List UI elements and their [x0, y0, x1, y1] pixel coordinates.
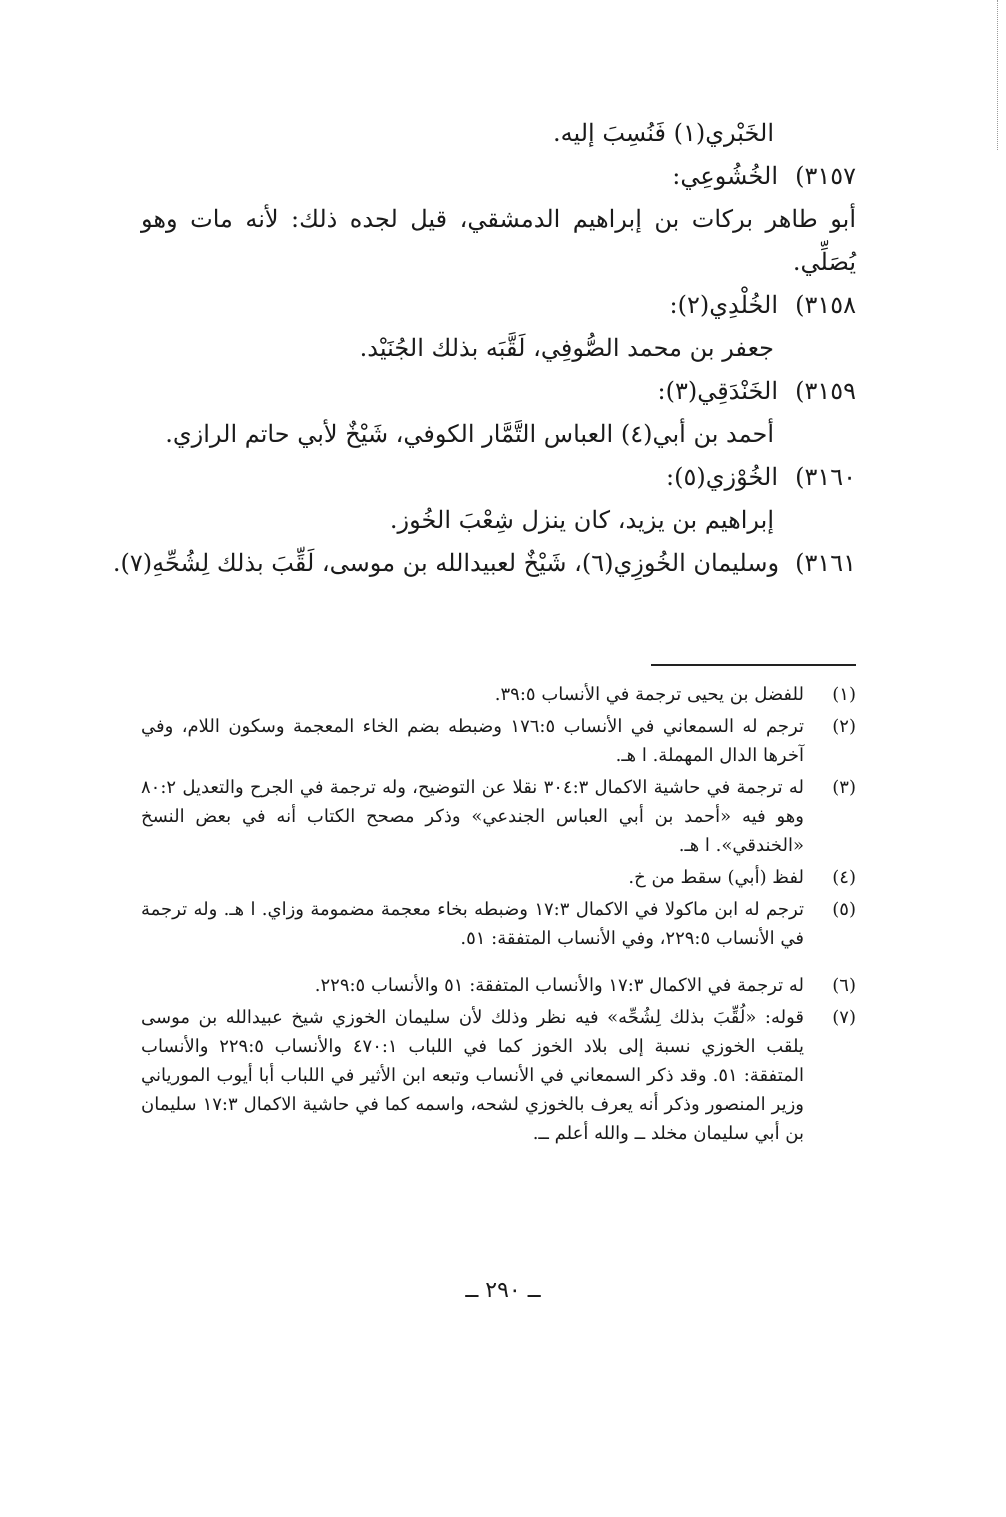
footnote-6 [141, 971, 856, 1000]
footnote-text: ترجم له السمعاني في الأنساب ١٧٦:٥ وضبطه بضم الخاء المعجمة وسكون اللام، وفي آخرها الدال المهملة. ا هـ. [141, 716, 804, 766]
entry-number: ٣١٥٧) [795, 162, 856, 190]
entry-3157-body: أبو طاهر بركات بن إبراهيم الدمشقي، قيل لجده ذلك: لأنه مات وهو يُصَلِّي. [141, 205, 856, 276]
footnotes [141, 680, 856, 1151]
entry-number: ٣١٥٨) [795, 291, 856, 319]
entry-number: ٣١٦١) [795, 549, 856, 577]
entry-title: الخُشُوعِي: [672, 162, 778, 190]
entry-3157-heading [141, 155, 856, 198]
footnote-2 [141, 712, 856, 770]
entry-3161 [112, 542, 856, 585]
scan-edge-mark [996, 0, 998, 150]
footnote-text: لفظ (أبي) سقط من خ. [628, 867, 804, 888]
entry-3160-heading [141, 456, 856, 499]
footnote-number: (٤) [832, 867, 856, 888]
footnote-4 [141, 863, 856, 892]
entry-3159-body: أحمد بن أبي(٤) العباس التَّمَّار الكوفي، شَيْخٌ لأبي حاتم الرازي. [165, 420, 774, 448]
footnote-text: له ترجمة في الاكمال ١٧:٣ والأنساب المتفقة: ٥١ والأنساب ٢٢٩:٥. [314, 975, 804, 996]
entry-text: وسليمان الخُوزِي(٦)، شَيْخٌ لعبيدالله بن موسى، لَقِّبَ بذلك لِشُحِّهِ(٧). [112, 549, 780, 577]
entry-3159-heading [141, 370, 856, 413]
entry-title: الخَنْدَقِي(٣): [657, 377, 778, 405]
footnote-1 [141, 680, 856, 709]
entry-3158-heading [141, 284, 856, 327]
entry-title: الخُوْزي(٥): [666, 463, 778, 491]
continuation-line: الخَبْري(١) فَنُسِبَ إليه. [552, 119, 774, 147]
footnote-text: ترجم له ابن ماكولا في الاكمال ١٧:٣ وضبطه بخاء معجمة مضمومة وزاي. ا هـ. وله ترجمة في الأنساب ٢٢٩:٥، وفي الأنساب المتفقة: ٥١. [141, 899, 804, 949]
entry-number: ٣١٦٠) [795, 463, 856, 491]
footnote-number: (٣) [832, 777, 856, 798]
footnote-number: (١) [832, 684, 856, 705]
footnote-separator [651, 664, 856, 666]
footnote-text: للفضل بن يحيى ترجمة في الأنساب ٣٩:٥. [494, 684, 804, 705]
footnote-number: (٦) [832, 975, 856, 996]
entry-title: الخُلْدِي(٢): [669, 291, 778, 319]
entry-3160-body: إبراهيم بن يزيد، كان ينزل شِعْبَ الخُوز. [389, 506, 774, 534]
footnote-3 [141, 773, 856, 860]
main-text [112, 112, 856, 585]
footnote-text: له ترجمة في حاشية الاكمال ٣٠٤:٣ نقلا عن التوضيح، وله ترجمة في الجرح والتعديل ٨٠:٢ وهو فيه «أحمد بن أبي العباس الجندعي» وذكر مصحح الكتاب أنه في بعض النسخ «الخندقي». ا هـ. [141, 777, 804, 856]
footnote-number: (٥) [832, 899, 856, 920]
footnote-number: (٧) [832, 1007, 856, 1028]
footnote-text: قوله: «لُقِّبَ بذلك لِشُحِّه» فيه نظر وذلك لأن سليمان الخوزي شيخ عبيدالله بن موسى يلقب الخوزي نسبة إلى بلاد الخوز كما في اللباب ٤٧٠:١ والأنساب ٢٢٩:٥ والأنساب المتفقة: ٥١. وقد ذكر السمعاني في الأنساب وتبعه ابن الأثير في اللباب أبا أيوب المورياني وزير المنصور وذكر أنه يعرف بالخوزي لشحه، واسمه كما في حاشية الاكمال ١٧:٣ سليمان بن أبي سليمان مخلد ــ والله أعلم ــ. [141, 1007, 804, 1144]
entry-3158-body: جعفر بن محمد الصُّوفِي، لَقَّبَه بذلك الجُنَيْد. [359, 334, 774, 362]
footnote-7 [141, 1003, 856, 1148]
entry-number: ٣١٥٩) [795, 377, 856, 405]
footnote-5 [141, 895, 856, 953]
footnote-number: (٢) [832, 716, 856, 737]
page-number: ــ ٢٩٠ ــ [465, 1278, 541, 1303]
